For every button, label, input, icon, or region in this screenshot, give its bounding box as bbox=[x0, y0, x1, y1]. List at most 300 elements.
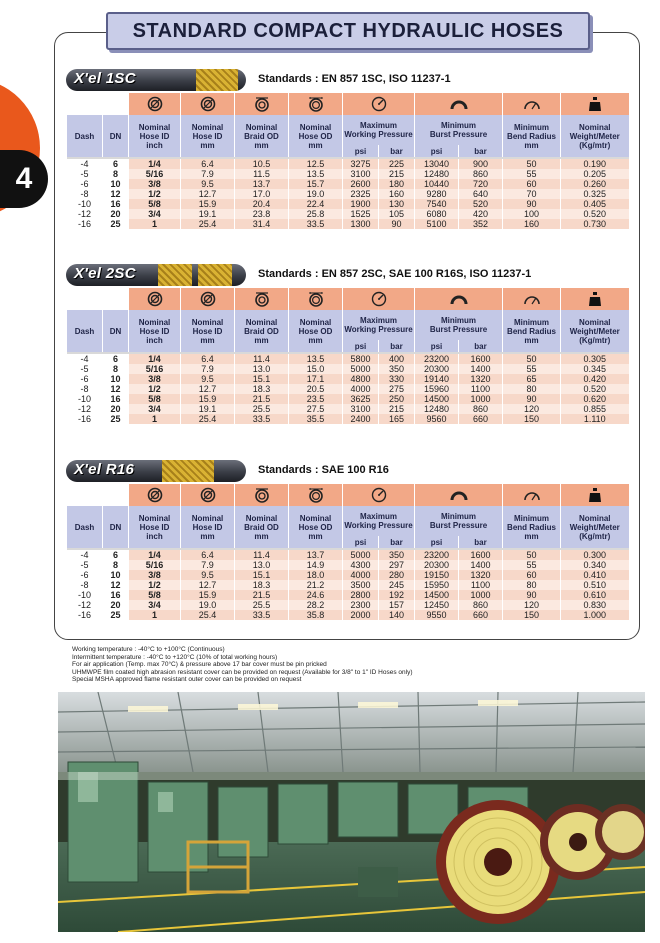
weight-icon bbox=[561, 93, 629, 115]
bend-radius-header: Minimum Bend Radius mm bbox=[503, 506, 561, 548]
table-cell: 3275 bbox=[343, 159, 379, 169]
hose-name: X'el 2SC bbox=[74, 265, 136, 282]
table-cell: 22.4 bbox=[289, 199, 343, 209]
table-cell: 120 bbox=[503, 404, 561, 414]
table-cell: 215 bbox=[379, 404, 415, 414]
table-cell: 5/16 bbox=[129, 169, 181, 179]
table-cell: -6 bbox=[67, 570, 103, 580]
dash-header: Dash bbox=[67, 115, 103, 157]
hose-od-header: Nominal Hose OD mm bbox=[289, 310, 343, 352]
table-cell: -6 bbox=[67, 374, 103, 384]
table-cell: 16 bbox=[103, 199, 129, 209]
table-cell: 28.2 bbox=[289, 600, 343, 610]
table-cell: 13.5 bbox=[289, 169, 343, 179]
table-cell: 0.300 bbox=[561, 550, 629, 560]
table-row bbox=[67, 199, 629, 209]
table-cell: 0.620 bbox=[561, 394, 629, 404]
table-cell: 18.3 bbox=[235, 384, 289, 394]
table-cell: 25 bbox=[103, 219, 129, 229]
weight-header: Nominal Weight/Meter (Kg/mtr) bbox=[561, 506, 629, 548]
table-cell: 9.5 bbox=[181, 570, 235, 580]
table-cell: 17.1 bbox=[289, 374, 343, 384]
table-cell: 60 bbox=[503, 570, 561, 580]
table-cell: 352 bbox=[459, 219, 503, 229]
table-cell: 3/4 bbox=[129, 209, 181, 219]
table-cell: -16 bbox=[67, 414, 103, 424]
hose-id-mm-header: Nominal Hose ID mm bbox=[181, 310, 235, 352]
table-cell: 80 bbox=[503, 580, 561, 590]
table-cell: 15.9 bbox=[181, 394, 235, 404]
table-cell: 6 bbox=[103, 550, 129, 560]
psi-unit-header: psi bbox=[415, 145, 459, 157]
table-cell: 3500 bbox=[343, 580, 379, 590]
table-cell: 15.1 bbox=[235, 374, 289, 384]
table-cell: -8 bbox=[67, 580, 103, 590]
table-cell: 5000 bbox=[343, 550, 379, 560]
table-cell: 12.7 bbox=[181, 580, 235, 590]
table-cell: 10440 bbox=[415, 179, 459, 189]
table-cell: -12 bbox=[67, 404, 103, 414]
table-cell: 4800 bbox=[343, 374, 379, 384]
table-cell: -4 bbox=[67, 159, 103, 169]
table-cell: 165 bbox=[379, 414, 415, 424]
table-cell: 15.1 bbox=[235, 570, 289, 580]
table-cell: 7.9 bbox=[181, 169, 235, 179]
standards-text: Standards : SAE 100 R16 bbox=[258, 464, 389, 476]
table-cell: 1100 bbox=[459, 384, 503, 394]
hose-id-icon bbox=[129, 484, 181, 506]
hose-od-header: Nominal Hose OD mm bbox=[289, 506, 343, 548]
table-cell: 157 bbox=[379, 600, 415, 610]
table-row bbox=[67, 189, 629, 199]
table-cell: 160 bbox=[379, 189, 415, 199]
table-row bbox=[67, 404, 629, 414]
table-cell: -5 bbox=[67, 364, 103, 374]
table-cell: 0.325 bbox=[561, 189, 629, 199]
table-cell: 297 bbox=[379, 560, 415, 570]
table-cell: 105 bbox=[379, 209, 415, 219]
braid-od-header: Nominal Braid OD mm bbox=[235, 115, 289, 157]
table-cell: 18.0 bbox=[289, 570, 343, 580]
table-cell: 225 bbox=[379, 159, 415, 169]
hose-id-inch-header: Nominal Hose ID inch bbox=[129, 506, 181, 548]
table-cell: -16 bbox=[67, 219, 103, 229]
hose-od-header: Nominal Hose OD mm bbox=[289, 115, 343, 157]
table-cell: -10 bbox=[67, 590, 103, 600]
table-cell: 8 bbox=[103, 364, 129, 374]
hose-graphic bbox=[66, 264, 246, 286]
table-row bbox=[67, 374, 629, 384]
table-cell: 660 bbox=[459, 610, 503, 620]
braid-od-header: Nominal Braid OD mm bbox=[235, 506, 289, 548]
table-cell: 11.4 bbox=[235, 550, 289, 560]
table-cell: 16 bbox=[103, 590, 129, 600]
hose-braid bbox=[158, 264, 192, 286]
table-cell: 3/8 bbox=[129, 374, 181, 384]
table-cell: 33.5 bbox=[289, 219, 343, 229]
table-cell: 275 bbox=[379, 384, 415, 394]
blank-cell bbox=[67, 288, 129, 310]
table-cell: 20300 bbox=[415, 560, 459, 570]
table-cell: 1320 bbox=[459, 374, 503, 384]
note-line: UHMWPE film coated high abrasion resistant cover can be provided on request (Available for 3/8" to 1" ID Hoses only) bbox=[72, 668, 413, 676]
table-cell: 520 bbox=[459, 199, 503, 209]
spec-table bbox=[66, 484, 629, 620]
page-number-badge: 4 bbox=[0, 150, 48, 208]
psi-unit-header: psi bbox=[343, 145, 379, 157]
table-cell: -12 bbox=[67, 600, 103, 610]
pressure-gauge-icon bbox=[343, 288, 415, 310]
braid-od-icon bbox=[235, 288, 289, 310]
table-cell: 10.5 bbox=[235, 159, 289, 169]
table-cell: -10 bbox=[67, 199, 103, 209]
table-row bbox=[67, 364, 629, 374]
table-cell: 33.5 bbox=[235, 414, 289, 424]
table-cell: 13040 bbox=[415, 159, 459, 169]
hose-braid bbox=[196, 69, 238, 91]
table-cell: -6 bbox=[67, 179, 103, 189]
weight-icon bbox=[561, 288, 629, 310]
table-cell: 1 bbox=[129, 219, 181, 229]
table-cell: 3/4 bbox=[129, 404, 181, 414]
burst-pressure-header: Minimum Burst Pressure bbox=[415, 310, 503, 340]
bar-unit-header: bar bbox=[459, 340, 503, 352]
table-cell: 5000 bbox=[343, 364, 379, 374]
hose-braid bbox=[162, 460, 214, 482]
hose-id-mm-header: Nominal Hose ID mm bbox=[181, 115, 235, 157]
psi-unit-header: psi bbox=[343, 340, 379, 352]
standards-text: Standards : EN 857 1SC, ISO 11237-1 bbox=[258, 73, 451, 85]
table-cell: 192 bbox=[379, 590, 415, 600]
table-cell: 3/8 bbox=[129, 570, 181, 580]
hose-id-icon bbox=[181, 288, 235, 310]
table-cell: 4300 bbox=[343, 560, 379, 570]
table-row bbox=[67, 384, 629, 394]
psi-unit-header: psi bbox=[343, 536, 379, 548]
note-line: Working temperature : -40°C to +100°C (Continuous) bbox=[72, 646, 225, 653]
table-cell: 1 bbox=[129, 414, 181, 424]
table-cell: 1/2 bbox=[129, 384, 181, 394]
table-cell: 20300 bbox=[415, 364, 459, 374]
table-cell: 2400 bbox=[343, 414, 379, 424]
table-cell: 13.7 bbox=[235, 179, 289, 189]
table-cell: 1/2 bbox=[129, 189, 181, 199]
burst-arc-icon bbox=[415, 288, 503, 310]
table-cell: 6.4 bbox=[181, 354, 235, 364]
table-cell: 1100 bbox=[459, 580, 503, 590]
table-row bbox=[67, 580, 629, 590]
working-pressure-header: Maximum Working Pressure bbox=[343, 310, 415, 340]
table-cell: 1525 bbox=[343, 209, 379, 219]
table-cell: 19150 bbox=[415, 570, 459, 580]
table-cell: 19.0 bbox=[181, 600, 235, 610]
table-cell: 11.5 bbox=[235, 169, 289, 179]
table-cell: 1300 bbox=[343, 219, 379, 229]
bar-unit-header: bar bbox=[379, 536, 415, 548]
table-cell: -5 bbox=[67, 560, 103, 570]
table-cell: 10 bbox=[103, 374, 129, 384]
table-cell: 6080 bbox=[415, 209, 459, 219]
table-cell: -12 bbox=[67, 209, 103, 219]
table-row bbox=[67, 414, 629, 424]
table-cell: 2325 bbox=[343, 189, 379, 199]
table-cell: 0.610 bbox=[561, 590, 629, 600]
table-cell: 5/8 bbox=[129, 590, 181, 600]
table-cell: 50 bbox=[503, 550, 561, 560]
table-cell: 15.9 bbox=[181, 590, 235, 600]
table-cell: 12.5 bbox=[289, 159, 343, 169]
table-cell: 21.2 bbox=[289, 580, 343, 590]
braid-od-header: Nominal Braid OD mm bbox=[235, 310, 289, 352]
table-cell: 7.9 bbox=[181, 560, 235, 570]
bend-radius-icon bbox=[503, 93, 561, 115]
working-pressure-header: Maximum Working Pressure bbox=[343, 115, 415, 145]
table-cell: 12450 bbox=[415, 600, 459, 610]
table-cell: 4000 bbox=[343, 384, 379, 394]
table-cell: 150 bbox=[503, 610, 561, 620]
table-cell: 80 bbox=[503, 384, 561, 394]
table-cell: 3/4 bbox=[129, 600, 181, 610]
table-cell: 1000 bbox=[459, 394, 503, 404]
table-cell: -16 bbox=[67, 610, 103, 620]
dash-header: Dash bbox=[67, 310, 103, 352]
table-cell: 0.830 bbox=[561, 600, 629, 610]
weight-header: Nominal Weight/Meter (Kg/mtr) bbox=[561, 310, 629, 352]
table-cell: 9.5 bbox=[181, 374, 235, 384]
note-line: Special MSHA approved flame resistant outer cover can be provided on request bbox=[72, 676, 302, 683]
table-cell: 25 bbox=[103, 414, 129, 424]
table-cell: 9.5 bbox=[181, 179, 235, 189]
working-pressure-header: Maximum Working Pressure bbox=[343, 506, 415, 536]
table-cell: 10 bbox=[103, 179, 129, 189]
hose-od-icon bbox=[289, 288, 343, 310]
title-box bbox=[106, 12, 590, 50]
table-cell: 0.510 bbox=[561, 580, 629, 590]
burst-pressure-header: Minimum Burst Pressure bbox=[415, 115, 503, 145]
table-cell: 35.5 bbox=[289, 414, 343, 424]
table-cell: 860 bbox=[459, 169, 503, 179]
table-cell: 100 bbox=[503, 209, 561, 219]
table-cell: 19140 bbox=[415, 374, 459, 384]
spec-table bbox=[66, 93, 629, 229]
hose-graphic bbox=[66, 69, 246, 91]
bar-unit-header: bar bbox=[459, 145, 503, 157]
table-cell: 0.190 bbox=[561, 159, 629, 169]
table-cell: 350 bbox=[379, 550, 415, 560]
table-cell: 330 bbox=[379, 374, 415, 384]
table-row bbox=[67, 550, 629, 560]
table-cell: 720 bbox=[459, 179, 503, 189]
bend-radius-icon bbox=[503, 484, 561, 506]
table-cell: 3625 bbox=[343, 394, 379, 404]
table-row bbox=[67, 179, 629, 189]
table-cell: 1400 bbox=[459, 560, 503, 570]
table-row bbox=[67, 570, 629, 580]
table-cell: 150 bbox=[503, 414, 561, 424]
table-cell: -4 bbox=[67, 550, 103, 560]
table-cell: 25.5 bbox=[235, 404, 289, 414]
table-cell: -5 bbox=[67, 169, 103, 179]
hose-id-icon bbox=[129, 288, 181, 310]
table-cell: 55 bbox=[503, 560, 561, 570]
burst-arc-icon bbox=[415, 93, 503, 115]
table-cell: 0.305 bbox=[561, 354, 629, 364]
table-cell: 1 bbox=[129, 610, 181, 620]
bend-radius-header: Minimum Bend Radius mm bbox=[503, 310, 561, 352]
table-cell: 15960 bbox=[415, 384, 459, 394]
table-cell: 1.110 bbox=[561, 414, 629, 424]
bar-unit-header: bar bbox=[459, 536, 503, 548]
bar-unit-header: bar bbox=[379, 340, 415, 352]
table-cell: 8 bbox=[103, 169, 129, 179]
table-cell: 12.7 bbox=[181, 384, 235, 394]
table-cell: 90 bbox=[503, 199, 561, 209]
table-cell: 19.1 bbox=[181, 209, 235, 219]
table-cell: 1.000 bbox=[561, 610, 629, 620]
table-cell: 6 bbox=[103, 354, 129, 364]
hose-braid bbox=[198, 264, 232, 286]
table-cell: 23200 bbox=[415, 550, 459, 560]
table-cell: 2300 bbox=[343, 600, 379, 610]
table-cell: 130 bbox=[379, 199, 415, 209]
braid-od-icon bbox=[235, 93, 289, 115]
table-cell: 860 bbox=[459, 600, 503, 610]
table-cell: 8 bbox=[103, 560, 129, 570]
table-cell: 9280 bbox=[415, 189, 459, 199]
table-cell: 12 bbox=[103, 189, 129, 199]
table-cell: 90 bbox=[503, 394, 561, 404]
table-cell: 13.5 bbox=[289, 354, 343, 364]
table-cell: 60 bbox=[503, 179, 561, 189]
table-cell: 19.0 bbox=[289, 189, 343, 199]
weight-header: Nominal Weight/Meter (Kg/mtr) bbox=[561, 115, 629, 157]
table-row bbox=[67, 590, 629, 600]
factory-photo bbox=[58, 692, 645, 932]
table-cell: 1600 bbox=[459, 354, 503, 364]
table-cell: 5100 bbox=[415, 219, 459, 229]
table-cell: 9550 bbox=[415, 610, 459, 620]
table-cell: 13.7 bbox=[289, 550, 343, 560]
table-cell: 21.5 bbox=[235, 590, 289, 600]
table-cell: 90 bbox=[379, 219, 415, 229]
table-cell: 13.0 bbox=[235, 364, 289, 374]
table-cell: 0.205 bbox=[561, 169, 629, 179]
table-cell: 4000 bbox=[343, 570, 379, 580]
table-row bbox=[67, 209, 629, 219]
table-row bbox=[67, 159, 629, 169]
table-cell: 1000 bbox=[459, 590, 503, 600]
hose-name: X'el 1SC bbox=[74, 70, 136, 87]
factory-photo-illustration bbox=[58, 692, 645, 932]
bend-radius-header: Minimum Bend Radius mm bbox=[503, 115, 561, 157]
table-cell: 2800 bbox=[343, 590, 379, 600]
table-cell: 15.9 bbox=[181, 199, 235, 209]
table-cell: 25.5 bbox=[235, 600, 289, 610]
table-cell: 140 bbox=[379, 610, 415, 620]
table-cell: 0.730 bbox=[561, 219, 629, 229]
table-cell: 20 bbox=[103, 600, 129, 610]
hose-id-mm-header: Nominal Hose ID mm bbox=[181, 506, 235, 548]
table-cell: 5/16 bbox=[129, 560, 181, 570]
bend-radius-icon bbox=[503, 288, 561, 310]
table-cell: 215 bbox=[379, 169, 415, 179]
table-cell: 1600 bbox=[459, 550, 503, 560]
table-cell: 160 bbox=[503, 219, 561, 229]
table-cell: 7.9 bbox=[181, 364, 235, 374]
table-cell: 35.8 bbox=[289, 610, 343, 620]
table-cell: 17.0 bbox=[235, 189, 289, 199]
table-cell: 1400 bbox=[459, 364, 503, 374]
table-cell: 10 bbox=[103, 570, 129, 580]
table-cell: -10 bbox=[67, 394, 103, 404]
table-cell: 23200 bbox=[415, 354, 459, 364]
hose-od-icon bbox=[289, 93, 343, 115]
dn-header: DN bbox=[103, 115, 129, 157]
table-cell: 16 bbox=[103, 394, 129, 404]
table-row bbox=[67, 560, 629, 570]
table-cell: 25 bbox=[103, 610, 129, 620]
hose-id-icon bbox=[181, 484, 235, 506]
table-cell: 6.4 bbox=[181, 159, 235, 169]
table-cell: 25.4 bbox=[181, 414, 235, 424]
table-cell: 1/4 bbox=[129, 159, 181, 169]
blank-cell bbox=[67, 93, 129, 115]
hose-id-inch-header: Nominal Hose ID inch bbox=[129, 115, 181, 157]
table-cell: 15950 bbox=[415, 580, 459, 590]
table-cell: 245 bbox=[379, 580, 415, 590]
table-cell: 14.9 bbox=[289, 560, 343, 570]
burst-pressure-header: Minimum Burst Pressure bbox=[415, 506, 503, 536]
table-cell: 5/16 bbox=[129, 364, 181, 374]
table-cell: 5/8 bbox=[129, 199, 181, 209]
table-cell: 0.855 bbox=[561, 404, 629, 414]
table-cell: 0.520 bbox=[561, 384, 629, 394]
table-cell: 1320 bbox=[459, 570, 503, 580]
table-cell: 31.4 bbox=[235, 219, 289, 229]
table-cell: 180 bbox=[379, 179, 415, 189]
hose-od-icon bbox=[289, 484, 343, 506]
table-cell: 55 bbox=[503, 169, 561, 179]
table-cell: 23.5 bbox=[289, 394, 343, 404]
table-cell: 3/8 bbox=[129, 179, 181, 189]
table-row bbox=[67, 169, 629, 179]
table-cell: 25.4 bbox=[181, 610, 235, 620]
bar-unit-header: bar bbox=[379, 145, 415, 157]
pressure-gauge-icon bbox=[343, 484, 415, 506]
table-cell: 20 bbox=[103, 209, 129, 219]
table-cell: 0.260 bbox=[561, 179, 629, 189]
table-cell: 14500 bbox=[415, 394, 459, 404]
table-cell: 0.420 bbox=[561, 374, 629, 384]
table-cell: 21.5 bbox=[235, 394, 289, 404]
table-cell: 15.7 bbox=[289, 179, 343, 189]
table-cell: 50 bbox=[503, 354, 561, 364]
table-cell: 3100 bbox=[343, 169, 379, 179]
table-cell: 12 bbox=[103, 384, 129, 394]
table-row bbox=[67, 394, 629, 404]
table-cell: 660 bbox=[459, 414, 503, 424]
table-cell: 1900 bbox=[343, 199, 379, 209]
hose-name: X'el R16 bbox=[74, 461, 135, 478]
table-cell: 12480 bbox=[415, 404, 459, 414]
note-line: Intermittent temperature : -40°C to +120°C (10% of total working hours) bbox=[72, 653, 278, 661]
table-cell: 350 bbox=[379, 364, 415, 374]
table-row bbox=[67, 219, 629, 229]
table-cell: 33.5 bbox=[235, 610, 289, 620]
table-cell: 0.345 bbox=[561, 364, 629, 374]
hose-id-icon bbox=[129, 93, 181, 115]
table-cell: 20.4 bbox=[235, 199, 289, 209]
